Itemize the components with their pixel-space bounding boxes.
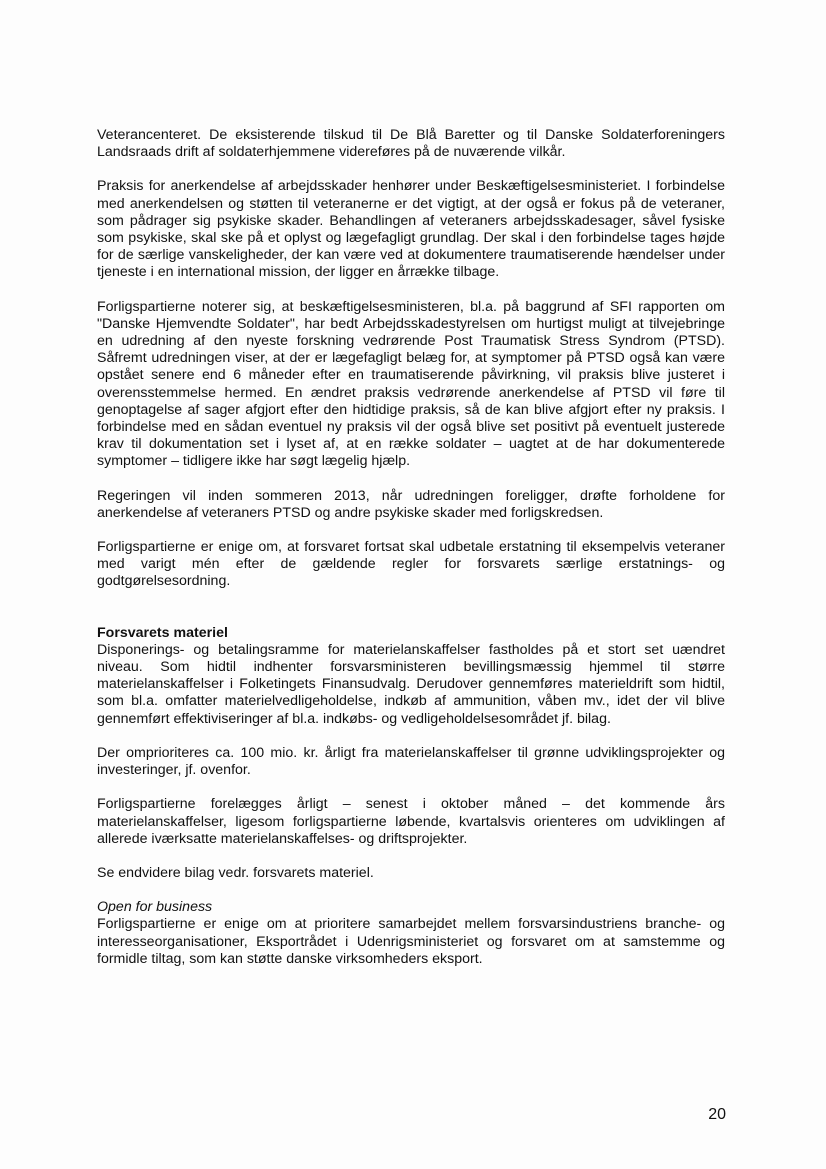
paragraph-gap — [97, 282, 725, 299]
paragraph-ptsd-udredning: Forligspartierne noterer sig, at beskæftigelsesministeren, bl.a. på baggrund af SFI rapporten om "Danske Hjemvendte Soldater", har bedt Arbejdsskadestyrelsen om hurtigst muligt at tilvejebringe en udredning af den nyeste forskning vedrørende Post Traumatisk Stress Syndrom (PTSD). Såfremt udredningen viser, at der er lægefagligt belæg for, at symptomer på PTSD også kan være opstået senere end 6 måneder efter en traumatiserende påvirkning, vil praksis blive justeret i overensstemmelse hermed. En ændret praksis vedrørende anerkendelse af PTSD vil føre til genoptagelse af sager afgjort efter den hidtidige praksis, så de kan blive afgjort efter ny praksis. I forbindelse med en sådan eventuel ny praksis vil der også blive set positivt på eventuelt justerede krav til dokumentation set i lyset af, at en række soldater – uagtet at de har dokumenterede symptomer – tidligere ikke har søgt lægelig hjælp. — [97, 298, 725, 470]
paragraph-veterancenteret: Veterancenteret. De eksisterende tilskud til De Blå Baretter og til Danske Soldaterforeningers Landsraads drift af soldaterhjemmene videreføres på de nuværende vilkår. — [97, 127, 725, 161]
paragraph-omprioritering: Der omprioriteres ca. 100 mio. kr. årligt fra materielanskaffelser til grønne udviklingsprojekter og investeringer, jf. ovenfor. — [97, 744, 725, 779]
section-heading-open-for-business: Open for business — [97, 899, 213, 916]
page-number: 20 — [708, 1106, 726, 1123]
paragraph-gap — [97, 161, 725, 178]
paragraph-regeringen: Regeringen vil inden sommeren 2013, når udredningen foreligger, drøfte forholdene for anerkendelse af veteraners PTSD og andre psykiske skader med forligskredsen. — [97, 487, 725, 521]
paragraph-gap — [97, 728, 725, 745]
paragraph-gap — [97, 882, 725, 899]
paragraph-arbejdsskader: Praksis for anerkendelse af arbejdsskader henhører under Beskæftigelsesministeriet. I forbindelse med anerkendelsen og støtten til veteranerne er det vigtigt, at der også er fokus på de veteraner, som pådrager sig psykiske skader. Behandlingen af veteraners arbejdsskadesager, såvel fysiske som psykiske, skal ske på et oplyst og lægefagligt grundlag. Der skal i den forbindelse tages højde for de særlige vanskeligheder, der kan være ved at dokumentere traumatiserende hændelser under tjeneste i en international mission, der ligger en årrække tilbage. — [97, 178, 725, 281]
section-gap — [97, 591, 725, 625]
paragraph-gap — [97, 779, 725, 796]
paragraph-erstatning: Forligspartierne er enige om, at forsvaret fortsat skal udbetale erstatning til eksempelvis veteraner med varigt mén efter de gældende regler for forsvarets særlige erstatnings- og godtgørelsesordning. — [97, 539, 725, 590]
paragraph-disponeringsramme: Disponerings- og betalingsramme for materielanskaffelser fastholdes på et stort set uændret niveau. Som hidtil indhenter forsvarsministeren bevillingsmæssig hjemmel til større materielanskaffelser i Folketingets Finansudvalg. Derudover gennemføres materieldrift som hidtil, som bl.a. omfatter materielvedligeholdelse, indkøb af ammunition, våben mv., idet der vil blive gennemført effektiviseringer af bl.a. indkøbs- og vedligeholdelsesområdet jf. bilag. — [97, 641, 725, 727]
page-body — [97, 127, 725, 968]
paragraph-gap — [97, 848, 725, 865]
paragraph-forelaeggelse: Forligspartierne forelægges årligt – senest i oktober måned – det kommende års materielanskaffelser, ligesom forligspartierne løbende, kvartalsvis orienteres om udviklingen af allerede iværksatte materielanskaffelses- og driftsprojekter. — [97, 796, 725, 847]
paragraph-gap — [97, 522, 725, 539]
paragraph-samarbejde-eksport: Forligspartierne er enige om at prioritere samarbejdet mellem forsvarsindustriens branche- og interesseorganisationer, Eksportrådet i Udenrigsministeriet og forsvaret om at samstemme og formidle tiltag, som kan støtte danske virksomheders eksport. — [97, 916, 725, 967]
paragraph-bilag-reference: Se endvidere bilag vedr. forsvarets materiel. — [97, 864, 374, 881]
section-heading-materiel: Forsvarets materiel — [97, 624, 228, 641]
paragraph-gap — [97, 471, 725, 488]
